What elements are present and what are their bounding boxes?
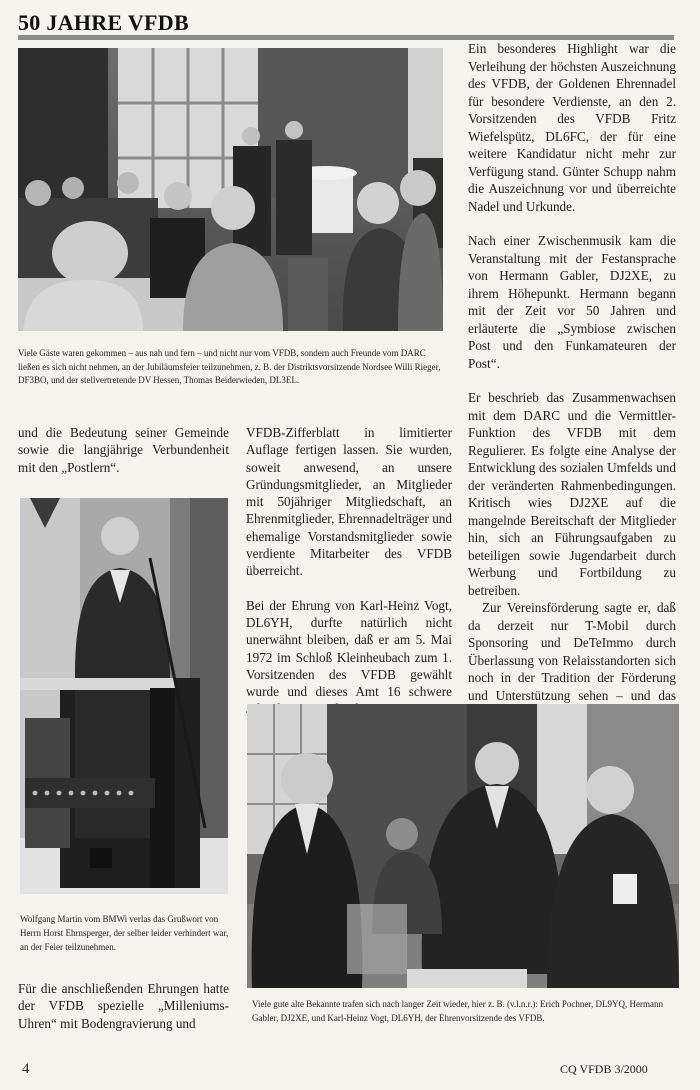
article-column-middle: [246, 424, 452, 718]
page-title: 50 JAHRE VFDB: [18, 10, 189, 35]
issue-label: CQ VFDB 3/2000: [560, 1062, 648, 1076]
caption-group: Viele gute alte Bekannte trafen sich nach langer Zeit wieder, hier z. B. (v.l.n.r.): Erich Pochner, DL9YQ, Hermann Gabler, DJ2XE, und Karl-Heinz Vogt, DL6YH, der Ehrenvorsitzende des VFDB.: [252, 999, 664, 1023]
paragraph-zusammenwachsen: Er beschrieb das Zusammenwachsen mit dem DARC und die Vermittler-Funktion des VFDB mit dem Regulierer. Es folgte eine Analyse der Entwicklung des sozialen Umfelds und der veränderten Rahmenbedingungen. Kritisch wies DJ2XE auf die mangelnde Bereitschaft der Mitglieder hin, sich an Führungsaufgaben zu beteiligen sowie Jugendarbeit durch Werbung und Fortbildung zu betreiben.: [468, 390, 676, 598]
article-column-right: [468, 40, 676, 774]
paragraph-vereinsfoerderung: Zur Vereinsförderung sagte er, daß da derzeit nur T-Mobil durch Sponsoring und DeTeImmo durch Überlassung von Relaisstandorten sich noch in der Tradition der Förderung und Unterstützung sehen – und das: [468, 600, 676, 703]
caption-guests: Viele Gäste waren gekommen – aus nah und fern – und nicht nur vom VFDB, sondern auch Freunde vom DARC ließen es sich nicht nehmen, an der Jubiläumsfeier teilzunehmen, z. B. der Distriktsvorsitzende Nordsee Willi Rieger, DF3BO, und der stellvertretende DV Hessen, Thomas Beiderwieden, DL3EL.: [18, 348, 441, 385]
article-left-top: und die Bedeutung seiner Gemeinde sowie die langjährige Verbundenheit mit den „Postlern“.: [18, 425, 229, 475]
paragraph-festansprache: Nach einer Zwischenmusik kam die Veranstaltung mit der Festansprache von Hermann Gabler, DJ2XE, zu ihrem Höhepunkt. Hermann begann mit der Zeit vor 50 Jahren und erläuterte die „Symbiose zwischen Post und den Funkamateuren der Post“.: [468, 233, 676, 371]
page-number: 4: [22, 1061, 30, 1077]
paragraph-uhren: VFDB-Zifferblatt in limitierter Auflage fertigen lassen. Sie wurden, soweit anwesend, an unsere Gründungsmitglieder, an Mitglieder mit 50jähriger Mitgliedschaft, an Ehrenmitglieder, Ehrennadelträger und ehemalige Vorstandsmitglieder sowie verdiente Mitarbeiter des VFDB überreicht.: [246, 425, 452, 579]
caption-speaker: Wolfgang Martin vom BMWi verlas das Grußwort von Herrn Horst Ehrnsperger, der selber leider verhindert war, an der Feier teilzunehmen.: [20, 914, 229, 952]
paragraph-highlight: Ein besonderes Highlight war die Verleihung der höchsten Auszeichnung des VFDB, der Goldenen Ehrennadel für besondere Verdienste, an den 2. Vorsitzenden des VFDB Fritz Wiefelspütz, DL6FC, der für eine weitere Kandidatur nicht mehr zur Verfügung stand. Günter Schupp nahm die Auszeichnung vor und überreichte Nadel und Urkunde.: [468, 41, 676, 214]
photo-speaker: [20, 498, 228, 894]
article-left-bottom: Für die anschließenden Ehrungen hatte der VFDB spezielle „Milleniums-Uhren“ mit Bodengravierung und: [18, 981, 229, 1031]
photo-guests: [18, 48, 443, 331]
paragraph-ehrung-vogt: Bei der Ehrung von Karl-Heinz Vogt, DL6YH, durfte natürlich nicht unerwähnt bleiben, daß er am 5. Mai 1972 im Schloß Kleinheubach zum 1. Vorsitzenden des VFDB gewählt wurde und dieses Amt 16 schwere: [246, 597, 452, 700]
photo-group: [247, 704, 679, 988]
